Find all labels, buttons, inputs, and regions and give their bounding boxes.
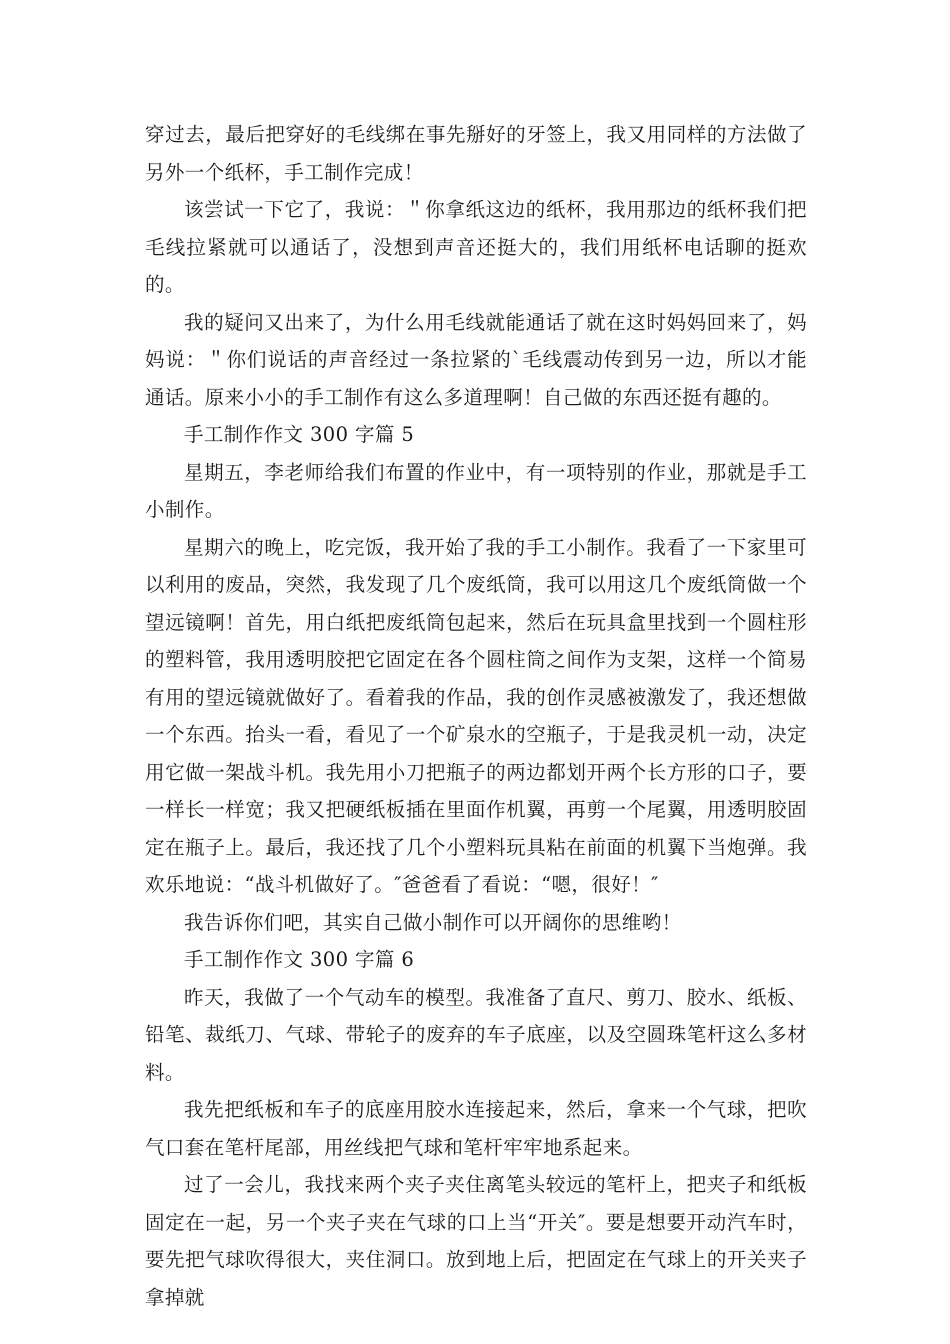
paragraph: 过了一会儿，我找来两个夹子夹住离笔头较远的笔杆上，把夹子和纸板固定在一起，另一个夹子夹在气球的口上当“开关″。要是想要开动汽车时，要先把气球吹得很大，夹住洞口。放到地上后，把固定在气球上的开关夹子拿掉就 bbox=[145, 1173, 807, 1309]
paragraph: 我先把纸板和车子的底座用胶水连接起来，然后，拿来一个气球，把吹气口套在笔杆尾部，用丝线把气球和笔杆牢牢地系起来。 bbox=[145, 1098, 807, 1159]
paragraph: 昨天，我做了一个气动车的模型。我准备了直尺、剪刀、胶水、纸板、铅笔、裁纸刀、气球、带轮子的废弃的车子底座，以及空圆珠笔杆这么多材料。 bbox=[145, 985, 807, 1084]
section-heading: 手工制作作文 300 字篇 6 bbox=[184, 948, 415, 971]
paragraph: 星期五，李老师给我们布置的作业中，有一项特别的作业，那就是手工小制作。 bbox=[145, 460, 807, 521]
paragraph: 我的疑问又出来了，为什么用毛线就能通话了就在这时妈妈回来了，妈妈说：＂你们说话的声音经过一条拉紧的`毛线震动传到另一边，所以才能通话。原来小小的手工制作有这么多道理啊！自己做的东西还挺有趣的。 bbox=[145, 310, 807, 409]
paragraph-continuation: 穿过去，最后把穿好的毛线绑在事先掰好的牙签上，我又用同样的方法做了另外一个纸杯，手工制作完成！ bbox=[145, 123, 807, 184]
paragraph: 星期六的晚上，吃完饭，我开始了我的手工小制作。我看了一下家里可以利用的废品，突然，我发现了几个废纸筒，我可以用这几个废纸筒做一个望远镜啊！首先，用白纸把废纸筒包起来，然后在玩具盒里找到一个圆柱形的塑料管，我用透明胶把它固定在各个圆柱筒之间作为支架，这样一个简易有用的望远镜就做好了。看着我的作品，我的创作灵感被激发了，我还想做一个东西。抬头一看，看见了一个矿泉水的空瓶子，于是我灵机一动，决定用它做一架战斗机。我先用小刀把瓶子的两边都划开两个长方形的口子，要一样长一样宽；我又把硬纸板插在里面作机翼，再剪一个尾翼，用透明胶固定在瓶子上。最后，我还找了几个小塑料玩具粘在前面的机翼下当炮弹。我欢乐地说：“战斗机做好了。″爸爸看了看说：“嗯，很好！″ bbox=[145, 535, 807, 896]
document-body bbox=[145, 116, 807, 1316]
paragraph: 该尝试一下它了，我说：＂你拿纸这边的纸杯，我用那边的纸杯我们把毛线拉紧就可以通话了，没想到声音还挺大的，我们用纸杯电话聊的挺欢的。 bbox=[145, 198, 807, 296]
paragraph: 我告诉你们吧，其实自己做小制作可以开阔你的思维哟！ bbox=[184, 910, 682, 934]
section-heading: 手工制作作文 300 字篇 5 bbox=[184, 423, 415, 446]
